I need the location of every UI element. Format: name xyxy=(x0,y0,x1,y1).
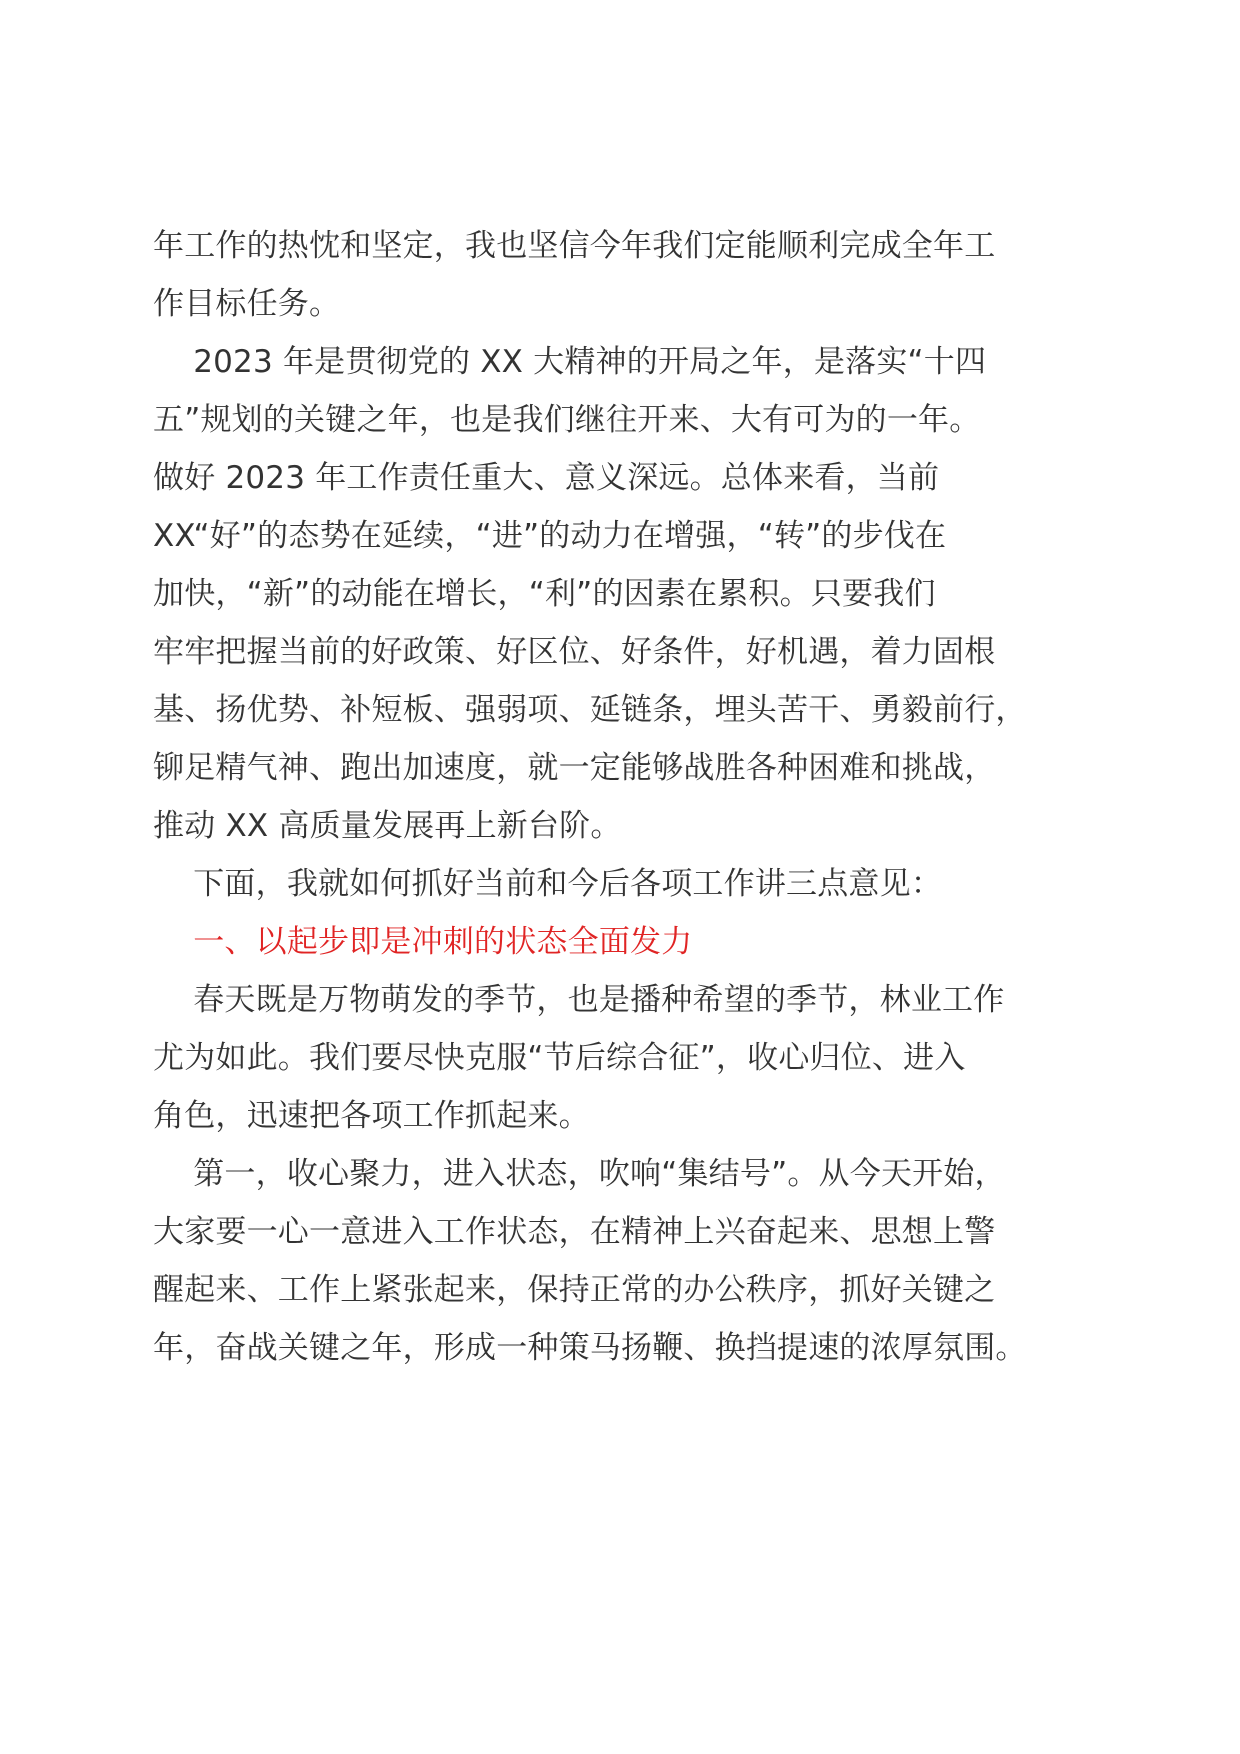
body-line: 春天既是万物萌发的季节，也是播种希望的季节，林业工作 xyxy=(153,982,1005,1018)
body-line: 加快，“新”的动能在增长，“利”的因素在累积。只要我们 xyxy=(153,576,936,612)
body-line: 2023 年是贯彻党的 XX 大精神的开局之年，是落实“十四 xyxy=(153,344,987,380)
body-line: 做好 2023 年工作责任重大、意义深远。总体来看，当前 xyxy=(153,460,940,496)
body-line: 作目标任务。 xyxy=(153,286,341,322)
section-heading: 一、以起步即是冲刺的状态全面发力 xyxy=(153,924,693,960)
body-line: 基、扬优势、补短板、强弱项、延链条，埋头苦干、勇毅前行， xyxy=(153,692,1027,728)
body-line: 五”规划的关键之年，也是我们继往开来、大有可为的一年。 xyxy=(153,402,981,438)
body-line: 下面，我就如何抓好当前和今后各项工作讲三点意见： xyxy=(153,866,943,902)
body-line: 第一，收心聚力，进入状态，吹响“集结号”。从今天开始， xyxy=(153,1156,1006,1192)
body-line: 推动 XX 高质量发展再上新台阶。 xyxy=(153,808,622,844)
body-line: 年，奋战关键之年，形成一种策马扬鞭、换挡提速的浓厚氛围。 xyxy=(153,1330,1027,1366)
body-line: 尤为如此。我们要尽快克服“节后综合征”，收心归位、进入 xyxy=(153,1040,966,1076)
body-line: 大家要一心一意进入工作状态，在精神上兴奋起来、思想上警 xyxy=(153,1214,996,1250)
body-line: 角色，迅速把各项工作抓起来。 xyxy=(153,1098,590,1134)
body-line: 牢牢把握当前的好政策、好区位、好条件，好机遇，着力固根 xyxy=(153,634,996,670)
body-line: 醒起来、工作上紧张起来，保持正常的办公秩序，抓好关键之 xyxy=(153,1272,996,1308)
body-line: 铆足精气神、跑出加速度，就一定能够战胜各种困难和挑战， xyxy=(153,750,996,786)
body-line: XX“好”的态势在延续，“进”的动力在增强，“转”的步伐在 xyxy=(153,518,947,554)
body-line: 年工作的热忱和坚定，我也坚信今年我们定能顺利完成全年工 xyxy=(153,228,996,264)
